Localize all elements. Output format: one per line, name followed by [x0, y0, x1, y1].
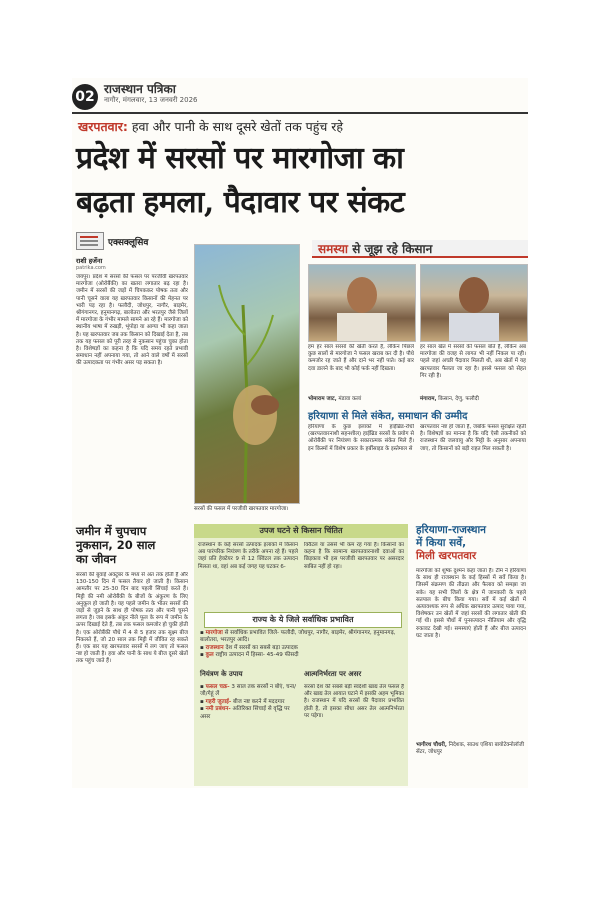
control-item-2-label: गहरी जुताई-	[205, 698, 232, 705]
page-number-badge: 02	[72, 84, 98, 110]
haryana-col2: खरपतवार नष्ट हो जाता है, जबकि फसल सुरक्षित रहती है। विशेषज्ञों का मानना है कि यदि ऐसी तकनीकों को राजस्थान की जलवायु और मिट्टी के अनुसार अपनाया जाए, तो किसानों को बड़ी राहत मिल सकती है।	[420, 424, 526, 452]
plant-illustration	[195, 245, 299, 503]
byline-sub: patrika.com	[76, 265, 106, 271]
exclusive-tag	[76, 232, 148, 250]
rootloss-heading	[76, 524, 188, 566]
kicker-label: खरपतवार:	[78, 119, 128, 134]
paper-name: राजस्थान पत्रिका	[104, 82, 176, 96]
control-item-3: ▪ नमी प्रबंधन- अतिरिक्त सिंचाई से वृद्धि पर असर	[200, 706, 290, 720]
farmer2-face	[459, 277, 489, 313]
control-heading: नियंत्रण के उपाय	[200, 670, 243, 678]
farmer1-quote: हम हर साल सरसों की खेती करते हैं, लेकिन पिछले कुछ सालों से मारगोजा ने फसल खराब कर दी है। पौधे कमजोर रह जाते हैं और दाने भर नहीं पाते। कई बार दवा डालने के बाद भी कोई फर्क नहीं दिखता।	[308, 344, 414, 372]
haryana-heading: हरियाणा से मिले संकेत, समाधान की उम्मीद	[308, 411, 468, 422]
districts-item-2: ▪ राजस्थान देश में सरसों का सबसे बड़ा उत्पादक	[200, 644, 298, 651]
selfreliance-text: सरसों देश की सबसे बड़ी स्वदेशी खाद्य तेल फसल है और खाद्य तेल आयात घटाने में इसकी अहम भूमिका है। राजस्थान में यदि सरसों की पैदावार प्रभावित होती है, तो इसका सीधा असर तेल आत्मनिर्भरता पर पड़ेगा।	[304, 684, 404, 719]
farmers-banner-label: समस्या	[318, 242, 349, 256]
districts-item-1: ▪ मारगोजा से सर्वाधिक प्रभावित जिले- फलौदी, जोधपुर, नागौर, बाड़मेर, श्रीगंगानगर, हनुमानगढ़, बालोतरा, भरतपुर आदि।	[200, 630, 396, 644]
rootloss-text: सरसों की बुवाई अक्टूबर के मध्य से अंत तक होती है और 130-150 दिन में फसल तैयार हो जाती है। किसान आमतौर पर 25-30 दिन बाद पहली सिंचाई करते हैं। मिट्टी की नमी ओरोबैंकी के बीजों के अंकुरण के लिए अनुकूल हो जाती है। यह पहले जमीन के भीतर सरसों की जड़ों से जुड़ने के साथ ही पोषक तत्व और पानी चूसने लगता है। जब इसके अंकुर नीले फूल के रूप में जमीन के ऊपर दिखाई देते हैं, तब तक फसल कमजोर हो चुकी होती है। एक ओरोबैंकी पौधे में 4 से 5 हजार तक सूक्ष्म बीज निकलते हैं, जो 20 साल तक मिट्टी में जीवित रह सकते हैं। एक बार यह खरपतवार सरसों में लग जाए तो फसल नष्ट हो जाती है। हवा और पानी के साथ ये बीज दूसरे खेतों तक पहुंच जाते हैं।	[76, 572, 188, 665]
photo-caption: सरसों की फसल में परजीवी खरपतवार मारगोजा।	[194, 506, 289, 512]
mustard-crop-photo	[194, 244, 300, 504]
farmer2-credit	[420, 396, 526, 403]
newspaper-page	[72, 78, 528, 788]
control-list	[200, 684, 296, 721]
survey-text: मारगोजा को शुष्क दुश्मन कहा जाता है। टीम ने हरियाणा के साथ ही राजस्थान के कई हिस्सों में सर्वे किया है। जिसमें संक्रमण की तीव्रता और फैलाव को समझा जा सके। यह सभी जिलों के क्षेत्र में जानकारी के पहले सतपाल के बीच किया गया। सर्वे में कई खेतों में अत्यावश्यक रूप से अधिक खरपतवार उत्पाद पाया गया, विशेषकर उन खेतों में जहां सरसों की लगातार खेती की गई थी। इससे पौधों में पुनरुत्पादन नीतियाम और वृद्धि रुकावट देखी गई। समस्याएं होती हैं और बीज उत्पादन घट जाता है।	[416, 568, 526, 639]
control-item-1-text: 3 साल तक सरसों न बोएं, चना/जौ/गेहूं लें	[200, 684, 297, 698]
survey-heading-line1: हरियाणा-राजस्थान	[416, 524, 487, 536]
intro-text: जयपुर। प्रदेश में सरसों की फसल पर परजीवी खरपतवार मारगोजा (ओरोबैंकी) का खतरा लगातार बढ़ रहा है। जमीन में सरसों की जड़ों में चिपककर पोषक तत्व और पानी चूसने वाला यह खरपतवार किसानों की मेहनत पर भारी पड़ रहा है। फलौदी, जोधपुर, नागौर, बाड़मेर, श्रीगंगानगर, हनुमानगढ़, बालोतरा और भरतपुर जैसे जिलों में मारगोजा के गंभीर मामले सामने आ रहे हैं। मारगोजा को स्थानीय भाषा में रुखड़ी, भूंपोड़ा या आग्या भी कहा जाता है। यह खरपतवार जब तक किसान को दिखाई देता है, तब तक यह फसल को पूरी तरह से नुकसान पहुंचा चुका होता है। विशेषज्ञों का कहना है कि यदि समय रहते प्रभावी समाधान नहीं अपनाया गया, तो आने वाले वर्षों में सरसों की उत्पादकता पर गंभीर असर पड़ सकता है।	[76, 274, 188, 367]
survey-heading-line3: मिली खरपतवार	[416, 550, 477, 562]
farmer2-shirt	[449, 313, 499, 341]
exclusive-label: एक्सक्लूसिव	[108, 237, 149, 248]
control-item-1: ▪ फसल चक्र- 3 साल तक सरसों न बोएं, चना/जौ/गेहूं लें	[200, 684, 297, 698]
survey-designation: निदेशक, साउथ एशिया बायोटेक्नोलॉजी सेंटर, जोधपुर	[416, 742, 525, 755]
rootloss-heading-line2: नुकसान, 20 साल	[76, 538, 156, 552]
haryana-col1: हरियाणा के कुछ इलाकों में हाईब्रिड-रोधी (खरपतवारनाशी सहनशील) हाईब्रिड सरसों के प्रयोग से ओरोबैंकी पर नियंत्रण के सकारात्मक संकेत मिले हैं। इन किस्मों में विशेष प्रकार के हर्बीसाइड के इस्तेमाल से	[308, 424, 414, 452]
districts-item-2-text: देश में सरसों का सबसे बड़ा उत्पादक	[223, 644, 298, 651]
concern-col1: राजस्थान के कई सरसों उत्पादक इलाकों में किसान अब पारंपरिक नियंत्रण के तरीके अपना रहे हैं। पहले जहां प्रति हेक्टेयर 9 से 12 क्विंटल तक उत्पादन मिलता था, वहां अब कई जगह यह घटकर 6-	[198, 542, 298, 570]
control-item-3-label: नमी प्रबंधन-	[205, 706, 231, 713]
control-item-2-text: बीज नष्ट करने में मददगार	[231, 698, 285, 705]
farmer1-place: मंडावा कलां	[336, 396, 362, 402]
headline-line-1: प्रदेश में सरसों पर मारगोजा का	[76, 141, 404, 176]
districts-item-2-label: राजस्थान	[205, 644, 224, 651]
farmer2-name: मंगाराम,	[420, 396, 437, 402]
farmer2-place: किसान, देणु, फलौदी	[436, 396, 479, 402]
masthead-rule	[72, 112, 528, 114]
concern-col2: क्विंटल या उससे भी कम रह गया है। किसानों का कहना है कि सामान्य खरपतवारनाशी दवाओं का छिड़काव भी इस परजीवी खरपतवार पर असरदार साबित नहीं हो रहा।	[304, 542, 404, 570]
farmer1-name: भोमाराम जाट,	[308, 396, 337, 402]
rootloss-heading-line1: जमीन में चुपचाप	[76, 524, 147, 538]
headline-line-2: बढ़ता हमला, पैदावार पर संकट	[76, 185, 405, 220]
survey-heading-line2: में किया सर्वे,	[416, 537, 467, 549]
farmer1-credit	[308, 396, 414, 403]
control-item-1-label: फसल चक्र-	[205, 684, 230, 690]
districts-item-1-label: मारगोजा	[205, 630, 223, 636]
districts-list	[200, 630, 404, 660]
districts-item-3-text: राष्ट्रीय उत्पादन में हिस्सा- 45-49 फीसदी	[213, 652, 299, 659]
selfreliance-heading: आत्मनिर्भरता पर असर	[304, 670, 362, 678]
byline-name: राशी हर्जेना	[76, 257, 103, 265]
farmer1-face	[347, 277, 377, 313]
districts-item-3-label: कुल	[205, 652, 214, 659]
byline	[76, 256, 188, 271]
districts-item-1-text: से सर्वाधिक प्रभावित जिले- फलौदी, जोधपुर, नागौर, बाड़मेर, श्रीगंगानगर, हनुमानगढ़, बालोतरा, भरतपुर आदि।	[200, 630, 396, 644]
dateline: नागौर, मंगलवार, 13 जनवरी 2026	[104, 96, 198, 104]
farmers-banner	[312, 240, 528, 258]
survey-name: भागीरथ चौधरी,	[416, 742, 447, 748]
kicker	[78, 118, 343, 135]
newspaper-icon	[76, 232, 104, 250]
farmers-banner-text: से जूझ रहे किसान	[348, 242, 433, 256]
concern-banner: उपज घटने से किसान चिंतित	[194, 524, 408, 538]
control-item-2: ▪ गहरी जुताई- बीज नष्ट करने में मददगार	[200, 698, 285, 705]
farmer2-quote: हर साल खेत में सरसों की फसल बोते हैं, लेकिन अब मारगोजा की वजह से लागत भी नहीं निकल पा रही। पहले जहां अच्छी पैदावार मिलती थी, अब खेतों में यह खरपतवार फैलता जा रहा है। इससे फसल को सेहत गिर रही है।	[420, 344, 526, 379]
rootloss-heading-line3: का जीवन	[76, 552, 117, 566]
farmer1-photo	[308, 264, 416, 342]
survey-credit	[416, 742, 526, 756]
farmer2-photo	[420, 264, 528, 342]
districts-heading: राज्य के ये जिले सर्वाधिक प्रभावित	[204, 612, 402, 628]
survey-heading	[416, 524, 526, 563]
kicker-text: हवा और पानी के साथ दूसरे खेतों तक पहुंच रहे	[127, 119, 344, 134]
districts-item-3: ▪ कुल राष्ट्रीय उत्पादन में हिस्सा- 45-49 फीसदी	[200, 652, 299, 659]
farmer1-shirt	[337, 313, 387, 341]
control-item-3-text: अतिरिक्त सिंचाई से वृद्धि पर असर	[200, 706, 290, 720]
